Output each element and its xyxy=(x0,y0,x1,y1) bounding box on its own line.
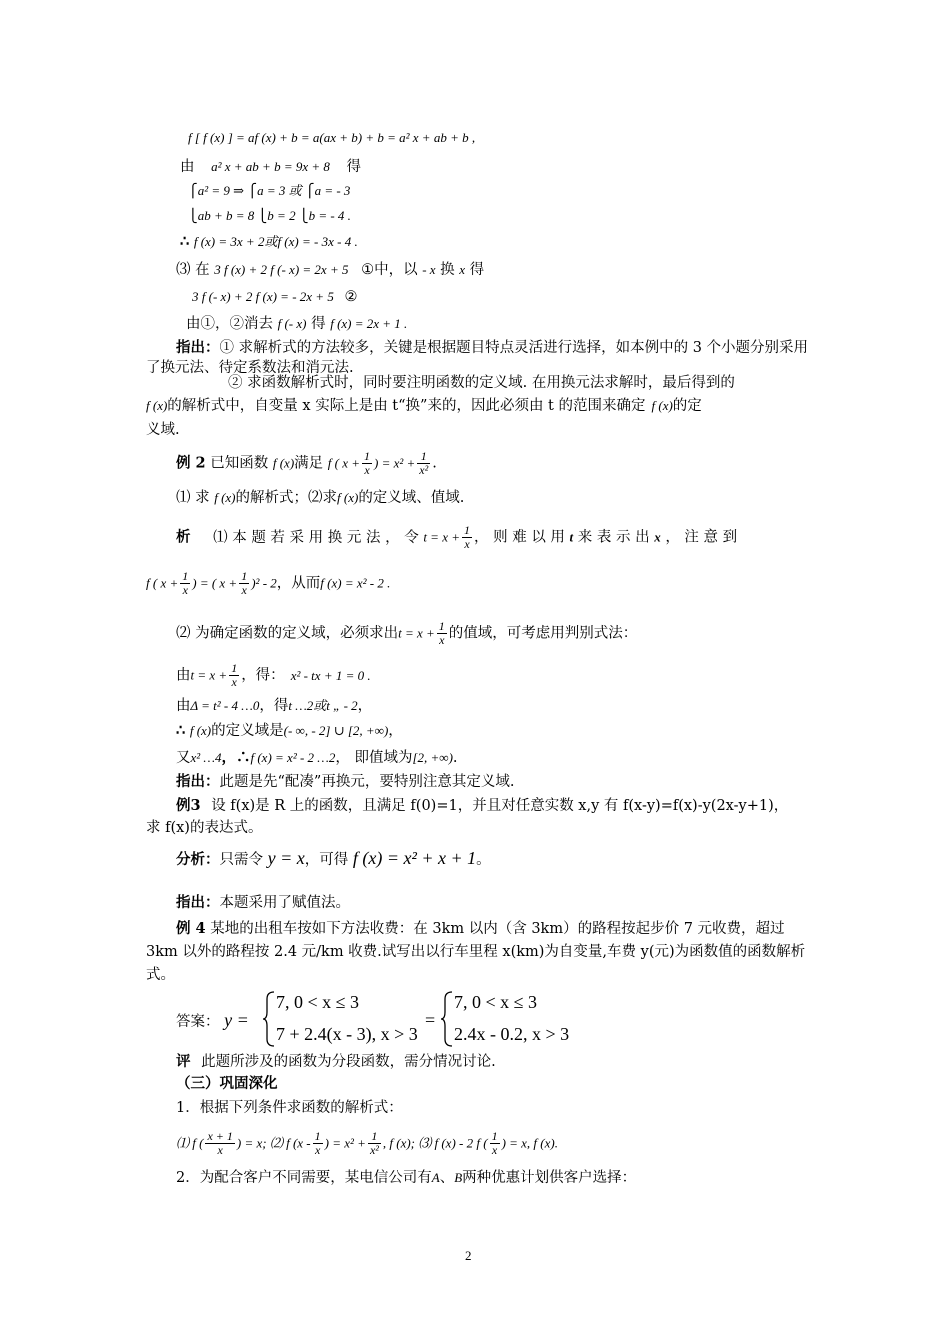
equation: Δ = t² - 4 …0 xyxy=(190,698,260,713)
left-brace xyxy=(440,990,454,1048)
text: 由①，②消去 xyxy=(186,316,273,332)
fraction: $\frac{1}{x}$ xyxy=(182,569,189,597)
equation: t = x + xyxy=(398,625,435,641)
equation: f (x) = 3x + 2或f (x) = - 3x - 4 . xyxy=(193,234,358,249)
section-title: （三）巩固深化 xyxy=(176,1075,278,1092)
equation: f ( x + xyxy=(146,575,179,591)
text-line xyxy=(186,314,407,334)
text-line: 义域. xyxy=(146,422,180,438)
text-line: 由t = x + $\frac{1}{x}$ ，得： x² - tx + 1 = 0 . xyxy=(176,661,371,689)
example-4: 例 4 某地的出租车按如下方法收费：在 3km 以内（含 3km）的路程按起步价 7 元收费，超过 3km 以外的路程按 2.4 元/km 收费.试写出以行车里程 x(km)为自变量,车费 y(元)为函数值的函数解析式。 xyxy=(146,920,806,983)
text-line: 求 f(x)的表达式。 xyxy=(146,820,263,836)
variable: t xyxy=(569,529,574,545)
equation: t = x + xyxy=(190,667,228,683)
variable: x xyxy=(459,262,466,277)
text: 换 xyxy=(440,262,455,278)
piece-1: 7, 0 < x ≤ 3 xyxy=(276,992,360,1012)
text: ①中，以 xyxy=(361,262,418,278)
fraction: $\frac{1}{x}$ xyxy=(314,1129,321,1157)
equation: f (x) xyxy=(272,455,295,471)
fraction: $\frac{1}{x}$ xyxy=(491,1129,498,1157)
text-line: 指出：本题采用了赋值法。 xyxy=(176,894,350,911)
equation-composite: f [ f (x) ] = af (x) + b = a(ax + b) + b = a² x + ab + b , xyxy=(188,130,476,145)
equation: 3 f (x) + 2 f (- x) = 2x + 5 xyxy=(214,262,349,277)
fraction: $\frac{1}{x}$ xyxy=(364,449,370,477)
equation: f (x) xyxy=(146,398,168,413)
therefore-symbol: ∴ xyxy=(180,233,190,250)
equation: x² - tx + 1 = 0 . xyxy=(290,667,371,683)
equation: (- ∞, - 2] ∪ [2, +∞) xyxy=(283,723,389,738)
text-line: ② 求函数解析式时，同时要注明函数的定义域. 在用换元法求解时，最后得到的 xyxy=(228,375,735,391)
page-number: 2 xyxy=(465,1248,472,1263)
paragraph-note xyxy=(146,338,810,378)
text: 已知函数 xyxy=(210,455,269,472)
text-line xyxy=(192,287,357,307)
equation: a² x + ab + b = 9x + 8 xyxy=(211,159,330,174)
example-label: 例 2 xyxy=(176,454,206,472)
equation: f ( x + xyxy=(327,455,360,471)
text-line: 评 此题所涉及的函数为分段函数，需分情况讨论. xyxy=(176,1053,496,1070)
text: 的定 xyxy=(672,398,702,414)
equation: f (x) = x² - 2 . xyxy=(320,575,391,591)
text: 的解析式中，自变量 x 实际上是由 t“换”来的，因此必须由 t 的范围来确定 xyxy=(167,398,646,414)
fraction: $\frac{1}{x}$ xyxy=(231,661,238,689)
text-line: f ( x + $\frac{1}{x}$ ) = ( x + $\frac{1}{x}$ )² - 2，从而f (x) = x² - 2 . xyxy=(146,569,391,597)
equation: )² - 2 xyxy=(251,575,277,591)
text: ② xyxy=(344,289,358,305)
text-line: 又x² …4，∴f (x) = x² - 2 …2， 即值域为[2, +∞). xyxy=(176,749,458,766)
equation: f (x) xyxy=(651,398,673,413)
analysis-label: 析 xyxy=(176,528,191,546)
equation: ) = ( x + xyxy=(192,575,238,591)
fraction: $\frac{1}{\text{x²}}$ xyxy=(369,1129,379,1157)
text: 满足 xyxy=(294,455,324,472)
piece-3: 7, 0 < x ≤ 3 xyxy=(454,992,538,1012)
example-2: 例 2 已知函数 f (x)满足 f ( x + $\frac{1}{x}$ ) = x² + $\frac{1}{\text{x²}}$ . xyxy=(176,449,437,477)
text-line: ∴ f (x)的定义域是(- ∞, - 2] ∪ [2, +∞)， xyxy=(176,722,403,739)
fraction: $\frac{1}{x}$ xyxy=(464,523,470,551)
equals: = xyxy=(425,1010,436,1030)
equation: f (x) = x² - 2 …2 xyxy=(250,750,336,765)
note-label: 指出： xyxy=(176,773,220,790)
text-line: 析 ⑴ 本 题 若 采 用 换 元 法 ， 令 t = x + $\frac{1}{x}$ ， 则 难 以 用 t 来 表 示 出 x ， 注 意 到 xyxy=(176,523,738,551)
answer-label: 答案： xyxy=(176,1014,220,1030)
exercise-1-equations: ⑴ f ( $\frac{x + 1}{x}$ ) = x; ⑵ f (x - $\frac{1}{x}$ ) = x² + $\frac{1}{\text{x²}}$ , f (x); ⑶ f (x) - 2 f ( $\frac{1}{x}$ ) = x, f (x). xyxy=(176,1129,558,1157)
example-label: 例 4 xyxy=(176,920,206,937)
note-label: 指出： xyxy=(176,339,220,356)
equation: ) = x² + xyxy=(374,455,416,471)
equation-system-row2: ⎩ab + b = 8 ⎩b = 2 ⎩b = - 4 . xyxy=(188,208,351,223)
text-line: 例3 设 f(x)是 R 上的函数，且满足 f(0)=1，并且对任意实数 x,y 有 f(x-y)=f(x)-y(2x-y+1)， xyxy=(176,797,789,814)
equation: f (- x) xyxy=(277,316,307,331)
text: 由 xyxy=(180,159,195,175)
text-line xyxy=(176,1010,249,1032)
equation: y = x xyxy=(267,848,305,868)
text: 得 xyxy=(469,262,485,278)
text-line: 由Δ = t² - 4 …0，得t …2或t „ - 2， xyxy=(176,698,373,714)
left-brace xyxy=(262,990,276,1048)
equation: f (x) xyxy=(189,723,212,738)
equation: f (x) = x² + x + 1 xyxy=(352,848,477,868)
exercise-2: 2．为配合客户不同需要，某电信公司有A、B两种优惠计划供客户选择： xyxy=(176,1170,637,1186)
equation: - x xyxy=(422,262,436,277)
fraction: $\frac{1}{x}$ xyxy=(241,569,248,597)
text-line xyxy=(180,232,358,252)
equation-system-row1: ⎧a² = 9 ⇒ ⎧a = 3 或 ⎧a = - 3 xyxy=(188,183,351,198)
variable: x xyxy=(654,529,661,545)
equation: f (x) xyxy=(337,490,359,505)
equation: t = x + xyxy=(423,529,460,545)
text-line xyxy=(176,260,484,280)
example-label: 例3 xyxy=(176,797,201,814)
analysis-label: 分析： xyxy=(176,851,220,868)
text-line: ⑴ 求 f (x)的解析式；⑵求f (x)的定义域、值域. xyxy=(176,490,465,506)
piece-2: 7 + 2.4(x - 3), x > 3 xyxy=(276,1024,418,1044)
note-text: ① 求解析式的方法较多，关键是根据题目特点灵活进行选择，如本例中的 3 个小题分别采用了换元法、待定系数法和消元法. xyxy=(146,340,809,376)
fraction: $\frac{1}{x}$ xyxy=(438,619,445,647)
text-line: ⑵ 为确定函数的定义域，必须求出t = x + $\frac{1}{x}$ 的值域，可考虑用判别式法： xyxy=(176,619,638,647)
text: ⑶ 在 xyxy=(176,262,210,278)
exercise-1: 1．根据下列条件求函数的解析式： xyxy=(176,1100,403,1116)
fraction: $\frac{1}{\text{x²}}$ xyxy=(419,449,429,477)
equation: [2, +∞) xyxy=(412,750,453,765)
comment-label: 评 xyxy=(176,1053,191,1070)
equation: f (x) xyxy=(214,490,236,505)
piece-4: 2.4x - 0.2, x > 3 xyxy=(454,1024,570,1044)
equation: x² …4 xyxy=(190,750,222,765)
equation: f (x) = 2x + 1 . xyxy=(330,316,408,331)
equation: y = xyxy=(224,1010,249,1030)
text: 得 xyxy=(311,316,326,332)
fraction: $\frac{x + 1}{x}$ xyxy=(207,1129,233,1157)
text-line xyxy=(146,396,702,416)
text: 得 xyxy=(346,159,361,175)
text-line: 分析：只需令 y = x，可得 f (x) = x² + x + 1。 xyxy=(176,848,491,868)
equation: 3 f (- x) + 2 f (x) = - 2x + 5 xyxy=(192,289,334,304)
equation: t …2或t „ - 2 xyxy=(288,698,358,713)
text-line xyxy=(180,157,361,177)
text-line: 指出：此题是先“配凑”再换元，要特别注意其定义域. xyxy=(176,773,515,790)
note-label: 指出： xyxy=(176,894,220,911)
